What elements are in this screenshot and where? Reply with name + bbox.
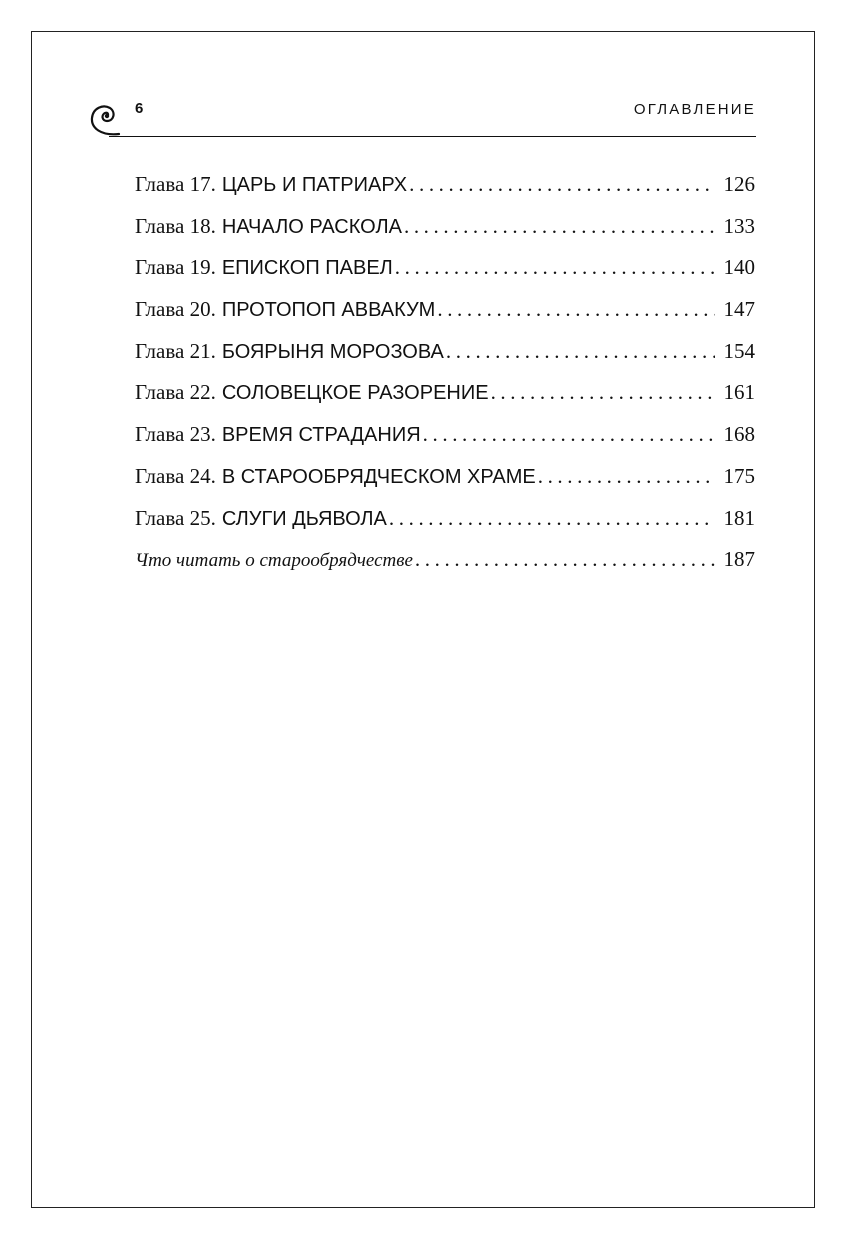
toc-entry-prefix: Глава 17.	[135, 172, 216, 196]
toc-entry-prefix: Глава 19.	[135, 255, 216, 280]
dot-leader	[538, 464, 715, 489]
toc-entry	[135, 380, 755, 422]
toc-entry	[135, 255, 755, 297]
toc-entry-title: СЛУГИ ДЬЯВОЛА	[221, 507, 387, 530]
spiral-ornament-icon	[89, 98, 123, 138]
dot-leader	[404, 214, 715, 239]
toc-entry	[135, 339, 755, 381]
dot-leader	[437, 297, 715, 322]
toc-entry-prefix: Глава 25.	[135, 505, 216, 530]
toc-entry-page: 161	[723, 380, 755, 405]
toc-entry-page: 168	[723, 422, 755, 447]
toc-entry-prefix: Глава 22.	[135, 380, 216, 405]
toc-entry-title: НАЧАЛО РАСКОЛА	[221, 215, 402, 238]
toc-entry-prefix: Глава 21.	[135, 338, 216, 363]
toc-entry-prefix: Глава 24.	[135, 463, 216, 488]
toc-entry-title: ПРОТОПОП АВВАКУМ	[221, 299, 436, 322]
toc-entry-title: БОЯРЫНЯ МОРОЗОВА	[221, 340, 444, 363]
toc-entry-prefix: Глава 20.	[135, 297, 216, 322]
toc-entry	[135, 464, 755, 506]
toc-entry-title: ЕПИСКОП ПАВЕЛ	[221, 257, 393, 280]
toc-entry-page: 187	[723, 547, 755, 572]
toc-entry-page: 133	[723, 213, 755, 238]
dot-leader	[415, 547, 715, 572]
toc-entry-title: В СТАРООБРЯДЧЕСКОМ ХРАМЕ	[221, 465, 536, 488]
toc-entry	[135, 214, 755, 256]
dot-leader	[409, 172, 715, 197]
toc-entry	[135, 297, 755, 339]
toc-entry-page: 140	[723, 255, 755, 280]
toc-entry-page: 181	[723, 505, 755, 530]
page-number: 6	[135, 100, 144, 117]
toc-entry	[135, 172, 755, 214]
page-header	[89, 92, 756, 140]
toc-entry	[135, 422, 755, 464]
toc-entry-title: СОЛОВЕЦКОЕ РАЗОРЕНИЕ	[221, 382, 489, 405]
toc-entry-page: 126	[723, 172, 755, 196]
table-of-contents	[135, 172, 755, 589]
toc-entry-title: ВРЕМЯ СТРАДАНИЯ	[221, 424, 421, 447]
running-title: ОГЛАВЛЕНИЕ	[633, 101, 756, 118]
toc-entry-prefix: Глава 18.	[135, 213, 216, 238]
dot-leader	[423, 422, 715, 447]
dot-leader	[389, 506, 715, 531]
dot-leader	[491, 380, 715, 405]
dot-leader	[395, 255, 715, 280]
toc-entry	[135, 506, 755, 548]
dot-leader	[446, 339, 715, 364]
header-rule	[109, 136, 756, 137]
toc-entry-title: ЦАРЬ И ПАТРИАРХ	[221, 174, 408, 196]
toc-entry-page: 147	[723, 297, 755, 322]
toc-entry	[135, 547, 755, 589]
toc-entry-prefix: Глава 23.	[135, 422, 216, 447]
toc-entry-page: 154	[723, 338, 755, 363]
toc-entry-page: 175	[723, 463, 755, 488]
toc-entry-title: Что читать о старообрядчестве	[135, 550, 413, 572]
